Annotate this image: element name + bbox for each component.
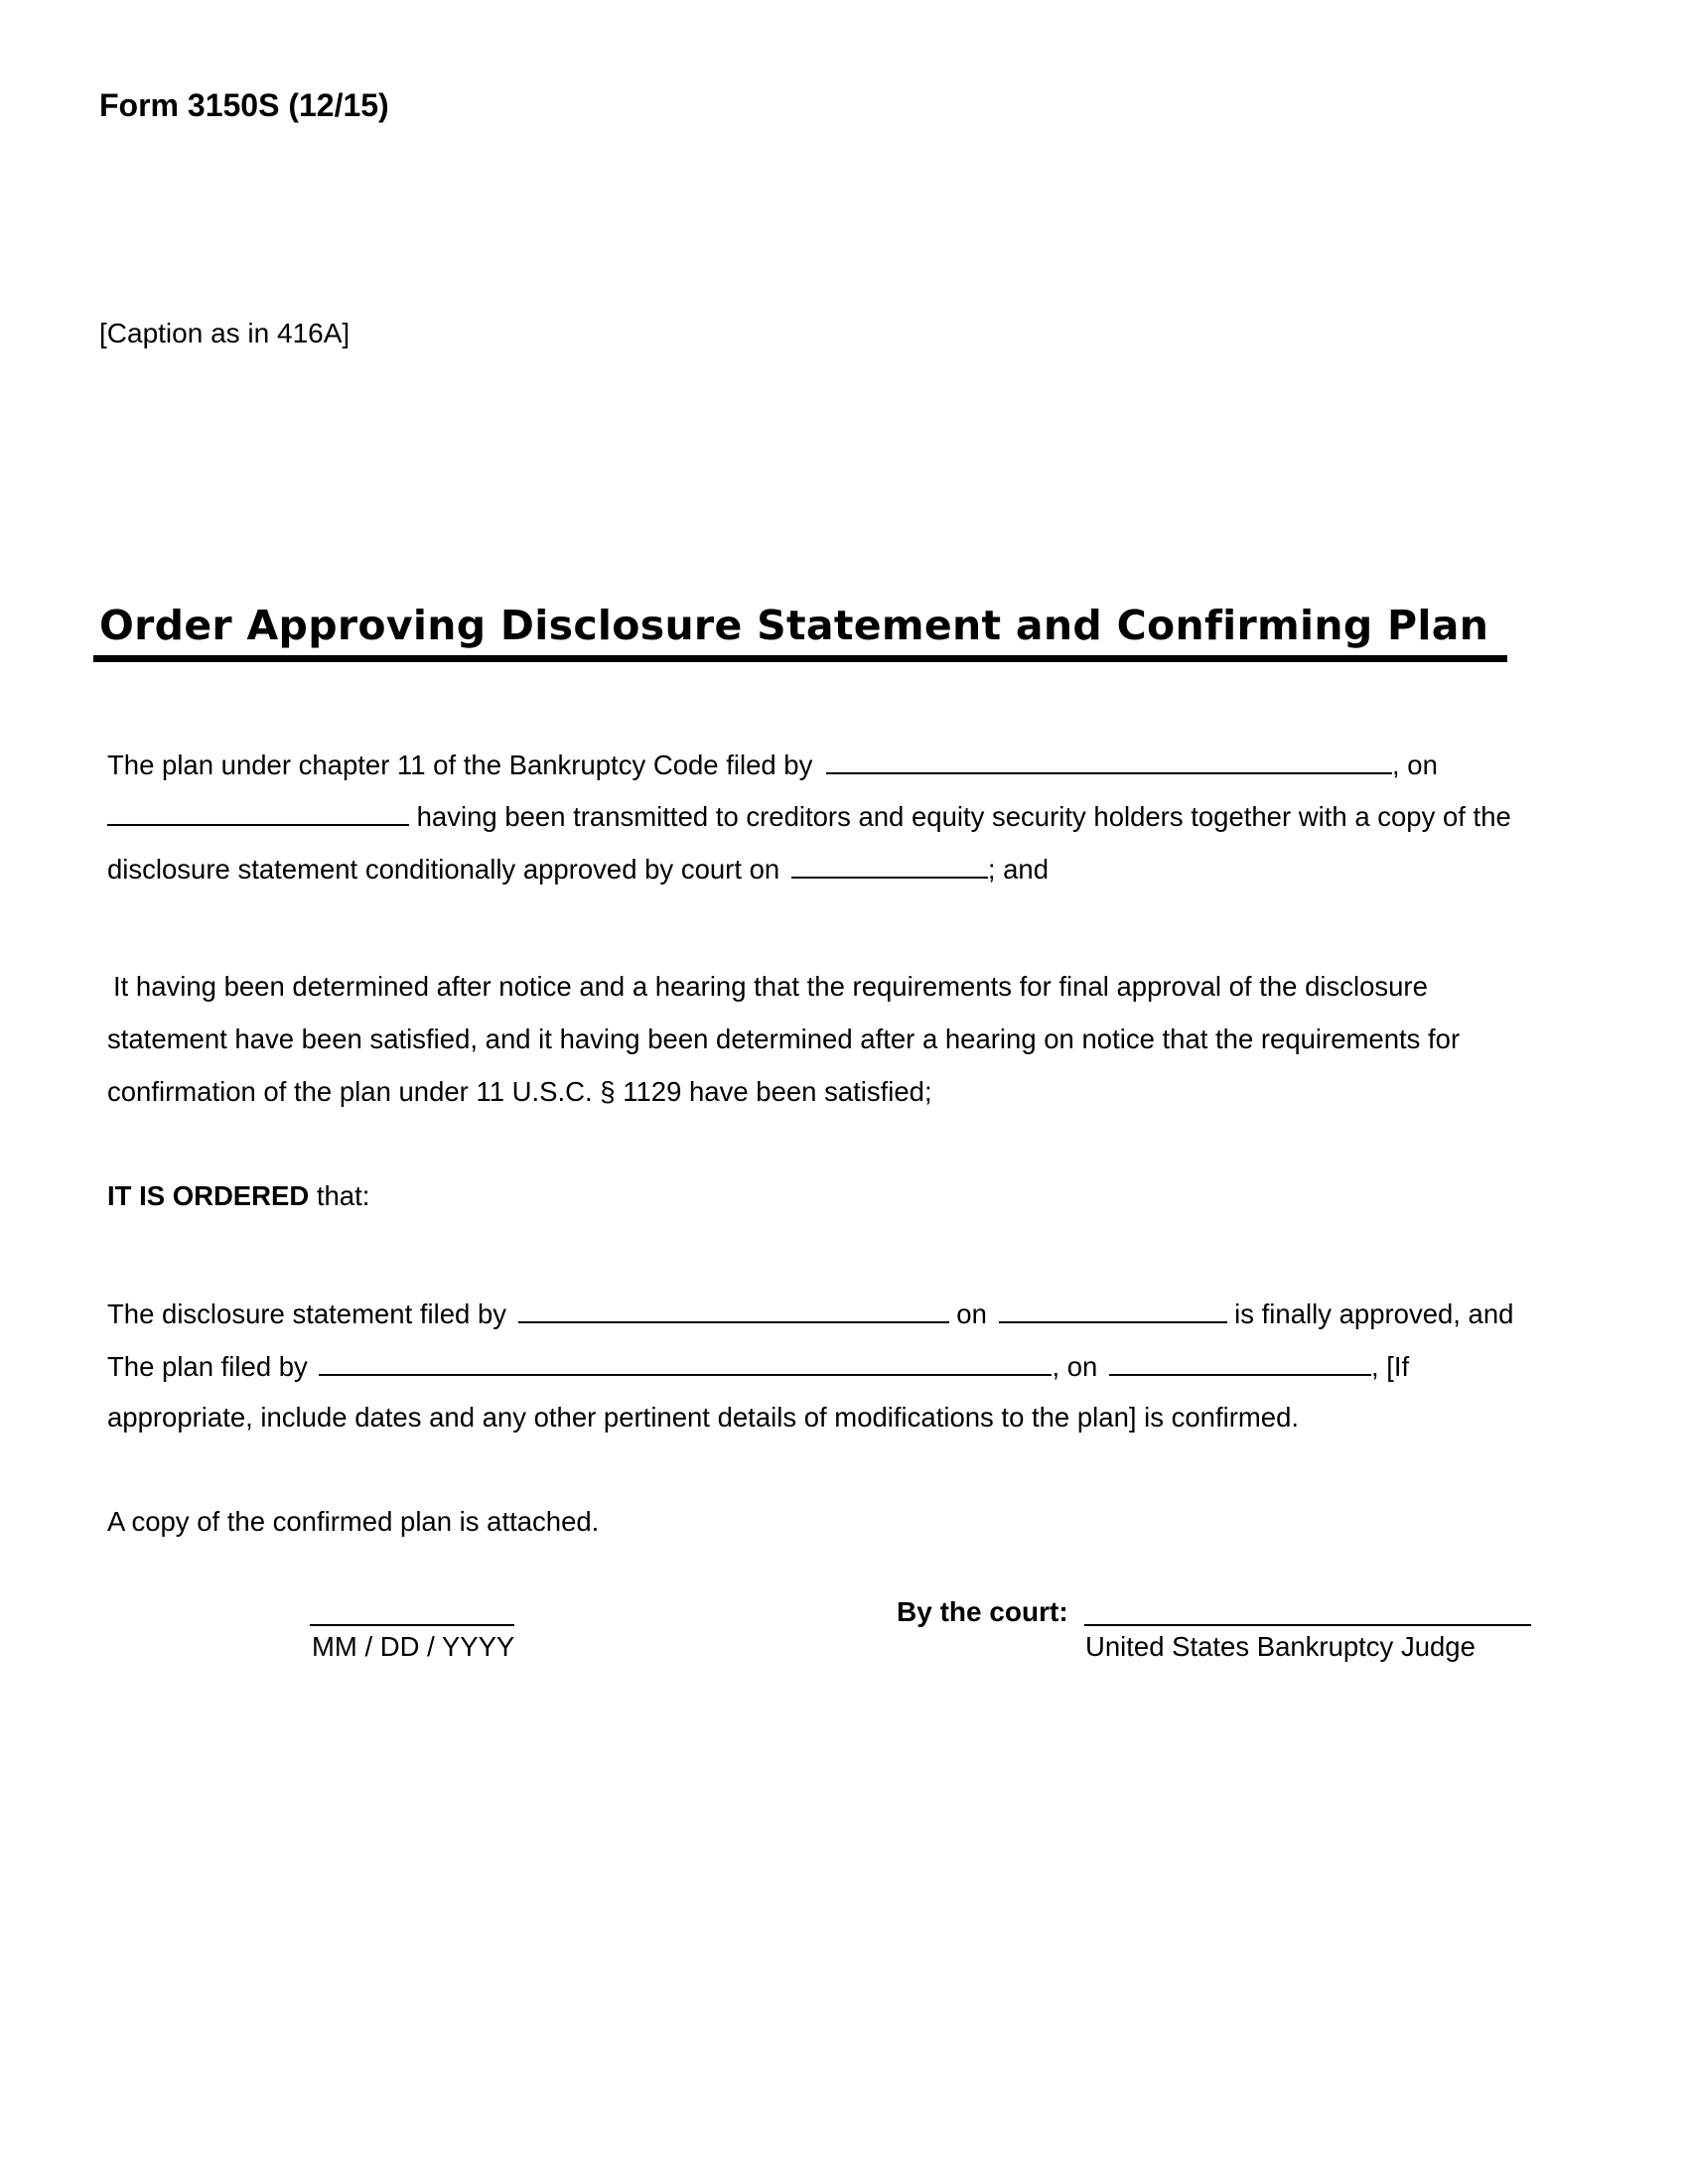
disclosure-filer-field[interactable]: [518, 1296, 949, 1323]
disclosure-date-field[interactable]: [999, 1296, 1227, 1323]
text: is finally approved, and: [1234, 1298, 1514, 1329]
form-number: Form 3150S (12/15): [99, 87, 389, 123]
date-signature-line[interactable]: [310, 1624, 514, 1626]
date-label: MM / DD / YYYY: [312, 1631, 515, 1662]
text: , [If: [1370, 1351, 1410, 1382]
order-line-1: [107, 1296, 1513, 1330]
judge-signature-line[interactable]: [1084, 1624, 1531, 1626]
conditional-approval-date-field[interactable]: [791, 851, 988, 879]
plan-filer-field[interactable]: [319, 1348, 1052, 1376]
text: The plan under chapter 11 of the Bankruptcy Code filed by: [107, 750, 813, 780]
text: The disclosure statement filed by: [107, 1298, 506, 1329]
paragraph-1-line-2: [107, 798, 1511, 833]
order-line-2: [107, 1348, 1409, 1383]
caption-note: [Caption as in 416A]: [99, 318, 351, 348]
ordered-rest: that:: [309, 1180, 370, 1211]
title-underline: [93, 655, 1507, 662]
attached-note: A copy of the confirmed plan is attached.: [107, 1506, 600, 1537]
text: on: [956, 1298, 987, 1329]
order-line-3: appropriate, include dates and any other pertinent details of modifications to the plan] is confirmed.: [107, 1402, 1300, 1433]
paragraph-2-line-2: statement have been satisfied, and it having been determined after a hearing on notice that the requirements for: [107, 1024, 1461, 1054]
transmittal-date-field[interactable]: [107, 798, 409, 826]
text: disclosure statement conditionally approved by court on: [107, 854, 780, 885]
filer-name-field[interactable]: [826, 747, 1392, 774]
paragraph-2-line-3: confirmation of the plan under 11 U.S.C. § 1129 have been satisfied;: [107, 1076, 932, 1107]
text: having been transmitted to creditors and equity security holders together with a copy of the: [416, 801, 1511, 832]
judge-label: United States Bankruptcy Judge: [1085, 1631, 1476, 1662]
text: , on: [1052, 1351, 1098, 1382]
ordered-heading: [107, 1179, 369, 1212]
ordered-bold: IT IS ORDERED: [107, 1180, 310, 1211]
text: , on: [1392, 750, 1438, 780]
text: The plan filed by: [107, 1351, 308, 1382]
plan-date-field[interactable]: [1109, 1348, 1371, 1376]
paragraph-1-line-1: [107, 747, 1438, 781]
page-title: Order Approving Disclosure Statement and Confirming Plan: [99, 602, 1489, 649]
by-court-label: By the court:: [897, 1596, 1068, 1627]
paragraph-2-line-1: It having been determined after notice and a hearing that the requirements for final approval of the disclosure: [113, 971, 1428, 1002]
text: ; and: [987, 854, 1049, 885]
paragraph-1-line-3: [107, 851, 1049, 886]
